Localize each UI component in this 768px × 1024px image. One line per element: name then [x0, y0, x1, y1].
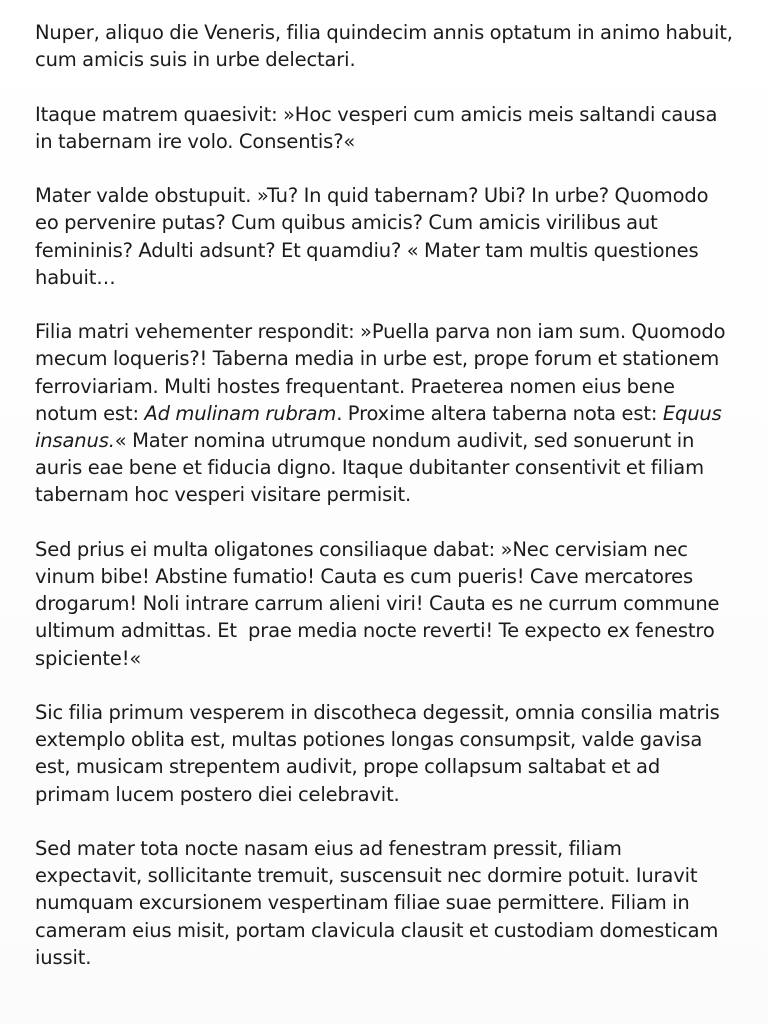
document-body — [35, 19, 739, 971]
paragraph — [35, 835, 734, 971]
italic-tavern-name: Ad mulinam rubram — [144, 401, 337, 425]
text-segment: Sed prius ei multa oligatones consiliaque dabat: »Nec cervisiam nec vinum bibe! Abstine fumatio! Cauta es cum pueris! Cave mercatores drogarum! Noli intrare carrum alieni viri! Cauta es ne currum commune ultimum admittas. Et prae media nocte reverti! Te expecto ex fenestro spiciente!« — [35, 537, 725, 670]
text-segment: Nuper, aliquo die Veneris, filia quindecim annis optatum in animo habuit, cum amicis suis in urbe delectari. — [35, 21, 739, 72]
italic-tavern-name: Equus insanus. — [35, 401, 728, 452]
text-segment: . Proxime altera taberna nota est: — [336, 401, 663, 425]
paragraph — [35, 19, 739, 73]
paragraph — [35, 699, 734, 808]
paragraph — [35, 101, 734, 155]
paragraph — [35, 536, 734, 672]
text-segment: Sed mater tota nocte nasam eius ad fenestram pressit, filiam expectavit, sollicitante tremuit, suscensuit nec dormire potuit. Iuravit numquam excursionem vespertinam filiae suae permittere. Filiam in cameram eius misit, portam clavicula clausit et custodiam domesticam iussit. — [35, 837, 724, 969]
paragraph — [35, 318, 734, 508]
text-segment: Mater valde obstupuit. »Tu? In quid tabernam? Ubi? In urbe? Quomodo eo pervenire putas? Cum quibus amicis? Cum amicis virilibus aut femininis? Adulti adsunt? Et quamdiu? « Mater tam multis questiones habuit… — [35, 184, 714, 289]
paragraph — [35, 182, 734, 291]
text-segment: « Mater nomina utrumque nondum audivit, sed sonuerunt in auris eae bene et fiducia digno. Itaque dubitanter consentivit et filiam tabernam hoc vesperi visitare permisit. — [35, 429, 710, 507]
text-segment: Sic filia primum vesperem in discotheca degessit, omnia consilia matris extemplo oblita est, multas potiones longas consumpsit, valde gavisa est, musicam strepentem audivit, prope collapsum saltabat et ad primam lucem postero diei celebravit. — [35, 701, 726, 806]
text-segment: Itaque matrem quaesivit: »Hoc vesperi cum amicis meis saltandi causa in tabernam ire volo. Consentis?« — [35, 102, 723, 153]
text-segment: Filia matri vehementer respondit: »Puella parva non iam sum. Quomodo mecum loqueris?! Taberna media in urbe est, prope forum et stationem ferroviariam. Multi hostes frequentant. Praeterea nomen eius bene notum est: — [35, 320, 731, 425]
